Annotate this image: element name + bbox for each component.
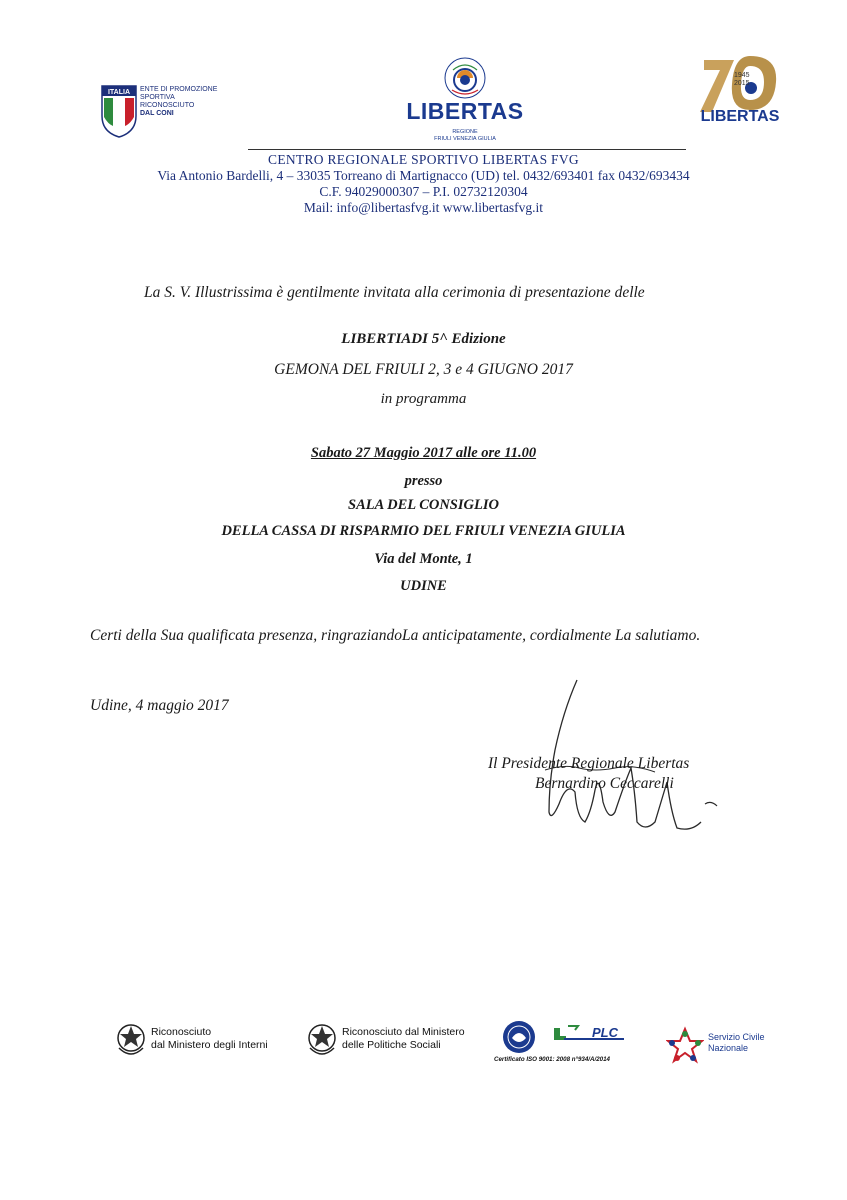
footer-ministero-politiche-sociali	[306, 1018, 486, 1062]
footer-line: dal Ministero degli Interni	[151, 1038, 268, 1051]
plc-label: PLC	[592, 1025, 618, 1040]
servizio-civile-star-icon	[666, 1026, 704, 1064]
organization-fiscal-codes: C.F. 94029000307 – P.I. 02732120304	[319, 184, 528, 199]
anniversary-logo	[690, 52, 790, 136]
footer-sociali-text	[342, 1026, 465, 1051]
flag-label: ITALIA	[107, 89, 131, 96]
coni-recognition-text	[140, 86, 240, 118]
italian-republic-emblem-icon	[115, 1018, 147, 1060]
footer-interni-text	[151, 1026, 268, 1051]
libertas-emblem-icon	[443, 56, 487, 100]
organization-name: CENTRO REGIONALE SPORTIVO LIBERTAS FVG	[268, 152, 579, 167]
coni-logo	[100, 84, 240, 140]
anniversary-wordmark: LIBERTAS	[700, 108, 780, 125]
plc-logo-icon	[548, 1022, 628, 1050]
header-divider	[248, 149, 686, 150]
venue-line: UDINE	[400, 578, 447, 594]
libertas-subtitle	[395, 129, 535, 143]
certification-text: Certificato ISO 9001: 2008 n°934/A/2014	[494, 1056, 610, 1063]
coni-line: ENTE DI PROMOZIONE	[140, 86, 218, 93]
presso-label: presso	[404, 473, 443, 489]
venue-line: SALA DEL CONSIGLIO	[348, 497, 499, 513]
coni-line: DAL CONI	[140, 110, 174, 117]
event-programma: in programma	[380, 391, 467, 407]
footer-ministero-interni	[115, 1018, 295, 1062]
libertas-wordmark: LIBERTAS	[406, 98, 524, 124]
anniversary-years	[734, 72, 750, 88]
anniversary-year: 2015	[734, 80, 750, 87]
footer-iso-certification	[490, 1018, 650, 1066]
event-title: LIBERTIADI 5^ Edizione	[341, 331, 506, 347]
footer-line: Riconosciuto	[151, 1026, 212, 1038]
footer-line: Servizio Civile	[708, 1032, 765, 1042]
anniversary-year: 1945	[734, 72, 750, 79]
signatory-name: Bernardino Ceccarelli	[535, 775, 674, 792]
letter-place-date: Udine, 4 maggio 2017	[90, 697, 229, 714]
coni-line: SPORTIVA	[140, 94, 175, 101]
organization-address: Via Antonio Bardelli, 4 – 33035 Torreano di Martignacco (UD) tel. 0432/693401 fax 0432/693434	[157, 168, 690, 183]
servizio-civile-text	[708, 1032, 765, 1054]
invitation-sentence: La S. V. Illustrissima è gentilmente invitata alla cerimonia di presentazione delle	[144, 284, 645, 301]
italia-shield-icon	[100, 84, 138, 138]
footer-line: Riconosciuto dal Ministero	[342, 1026, 465, 1038]
libertas-subtitle-line: REGIONE	[452, 129, 478, 135]
venue-line: DELLA CASSA DI RISPARMIO DEL FRIULI VENEZIA GIULIA	[221, 523, 626, 539]
libertas-logo	[395, 56, 535, 152]
footer-line: Nazionale	[708, 1043, 749, 1053]
signatory-title: Il Presidente Regionale Libertas	[488, 755, 690, 772]
footer-line: delle Politiche Sociali	[342, 1038, 441, 1051]
venue-line: Via del Monte, 1	[374, 551, 473, 567]
closing-sentence: Certi della Sua qualificata presenza, ringraziandoLa anticipatamente, cordialmente La salutiamo.	[90, 627, 701, 644]
ceremony-date: Sabato 27 Maggio 2017 alle ore 11.00	[310, 445, 537, 461]
footer-servizio-civile	[666, 1026, 786, 1066]
certification-badge-icon	[502, 1020, 536, 1054]
italian-republic-emblem-icon	[306, 1018, 338, 1060]
organization-contacts: Mail: info@libertasfvg.it www.libertasfvg.it	[303, 200, 544, 215]
coni-line: RICONOSCIUTO	[140, 102, 195, 109]
libertas-subtitle-line: FRIULI VENEZIA GIULIA	[434, 136, 496, 142]
event-place-date: GEMONA DEL FRIULI 2, 3 e 4 GIUGNO 2017	[274, 361, 573, 378]
